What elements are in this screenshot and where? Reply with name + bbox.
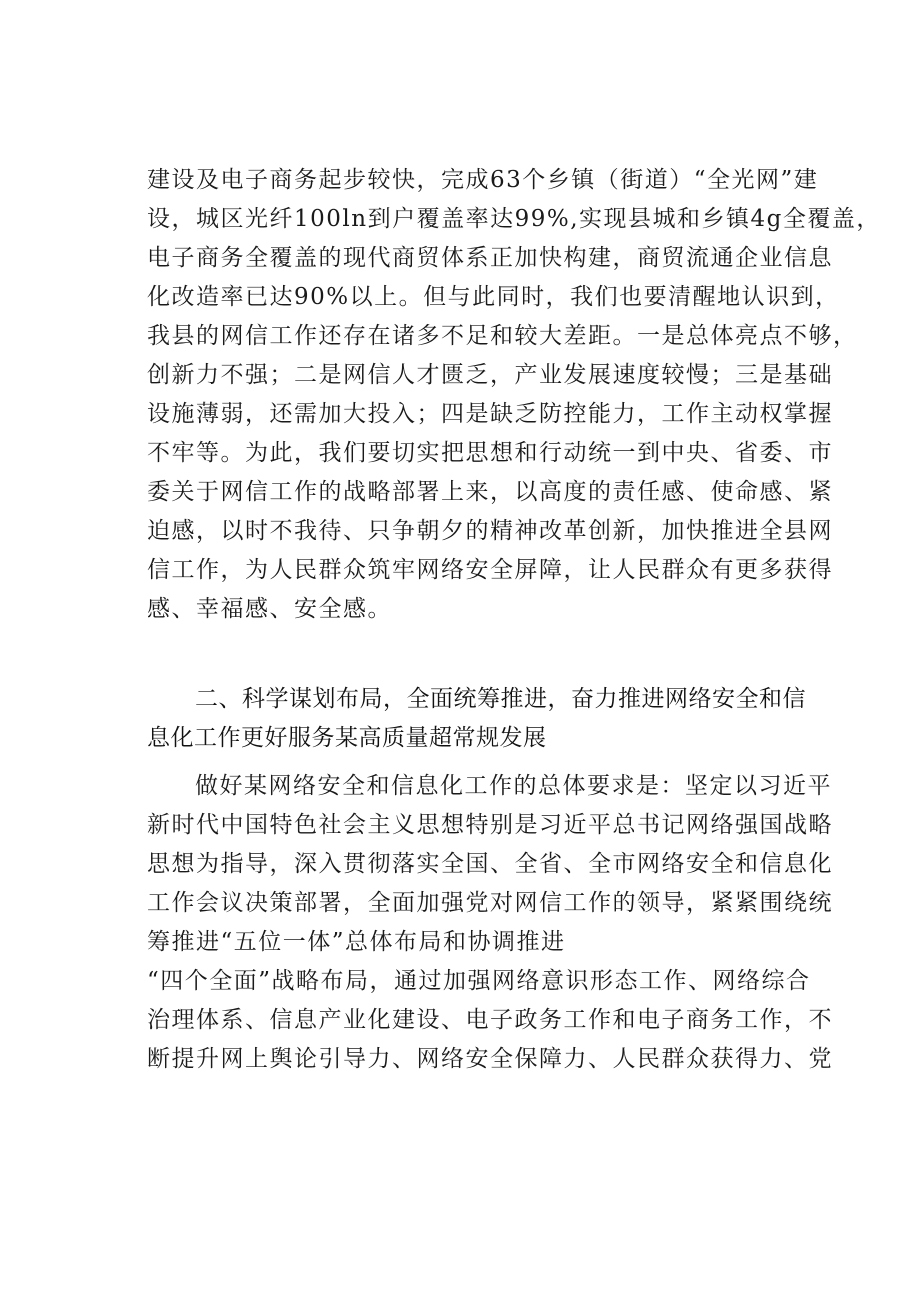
- body-line: 设，城区光纤100ln到户覆盖率达99%,实现县城和乡镇4g全覆盖，: [147, 206, 881, 232]
- body-line: 电子商务全覆盖的现代商贸体系正加快构建，商贸流通企业信息: [147, 245, 833, 271]
- section-heading: 二、科学谋划布局，全面统筹推进，奋力推进网络安全和信: [195, 686, 806, 712]
- body-line: 不牢等。为此，我们要切实把思想和行动统一到中央、省委、市: [147, 440, 833, 466]
- body-line: 我县的网信工作还存在诸多不足和较大差距。一是总体亮点不够，: [147, 323, 858, 349]
- body-line: 思想为指导，深入贯彻落实全国、全省、全市网络安全和信息化: [147, 851, 833, 877]
- body-line: 治理体系、信息产业化建设、电子政务工作和电子商务工作，不: [147, 1007, 833, 1033]
- body-line: 信工作，为人民群众筑牢网络安全屏障，让人民群众有更多获得: [147, 557, 833, 583]
- body-line: 创新力不强；二是网信人才匮乏，产业发展速度较慢；三是基础: [147, 362, 833, 388]
- body-line: 筹推进“五位一体”总体布局和协调推进: [147, 929, 566, 955]
- body-line: 工作会议决策部署，全面加强党对网信工作的领导，紧紧围绕统: [147, 890, 833, 916]
- body-line: 建设及电子商务起步较快，完成63个乡镇（街道）“全光网”建: [147, 167, 819, 193]
- body-line: 断提升网上舆论引导力、网络安全保障力、人民群众获得力、党: [147, 1046, 833, 1072]
- body-line: “四个全面”战略布局，通过加强网络意识形态工作、网络综合: [147, 968, 811, 994]
- body-line: 设施薄弱，还需加大投入；四是缺乏防控能力，工作主动权掌握: [147, 401, 833, 427]
- section-heading: 息化工作更好服务某高质量超常规发展: [147, 725, 547, 751]
- body-line: 委关于网信工作的战略部署上来，以高度的责任感、使命感、紧: [147, 479, 833, 505]
- body-line: 做好某网络安全和信息化工作的总体要求是：坚定以习近平: [195, 773, 832, 799]
- body-line: 化改造率已达90%以上。但与此同时，我们也要清醒地认识到，: [147, 284, 840, 310]
- body-line: 感、幸福感、安全感。: [147, 596, 392, 622]
- body-line: 新时代中国特色社会主义思想特别是习近平总书记网络强国战略: [147, 812, 833, 838]
- body-line: 迫感，以时不我待、只争朝夕的精神改革创新，加快推进全县网: [147, 518, 833, 544]
